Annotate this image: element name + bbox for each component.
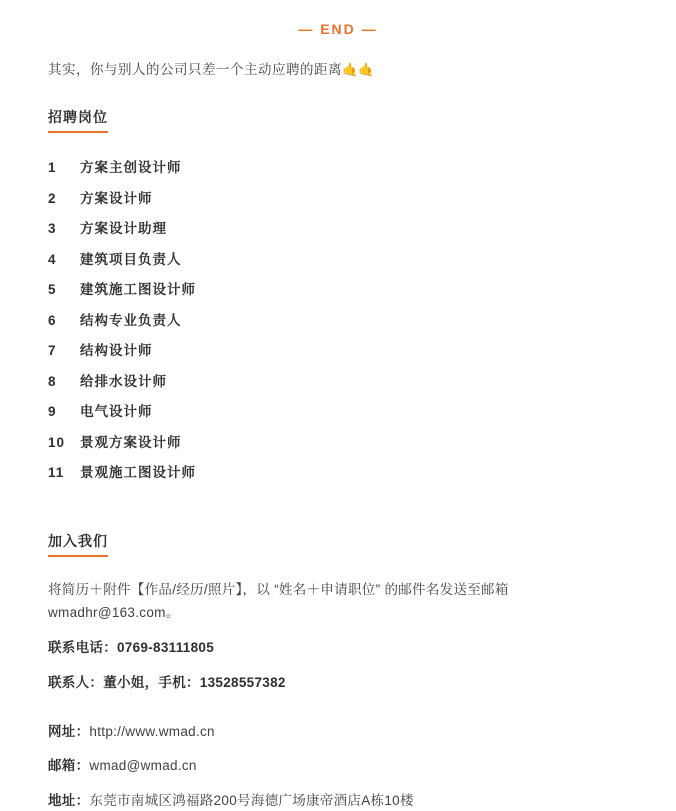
join-heading: 加入我们 bbox=[48, 531, 108, 557]
job-title: 结构设计师 bbox=[80, 344, 153, 358]
jobs-heading-wrap bbox=[48, 82, 628, 133]
apply-block bbox=[48, 579, 628, 694]
list-item bbox=[48, 183, 628, 214]
job-number: 3 bbox=[48, 222, 80, 236]
list-item bbox=[48, 366, 628, 397]
list-item bbox=[48, 153, 628, 184]
job-title: 给排水设计师 bbox=[80, 375, 167, 389]
job-title: 建筑项目负责人 bbox=[80, 253, 182, 267]
job-number: 5 bbox=[48, 283, 80, 297]
list-item bbox=[48, 214, 628, 245]
job-number: 10 bbox=[48, 436, 80, 450]
job-title: 方案主创设计师 bbox=[80, 161, 182, 175]
job-title: 建筑施工图设计师 bbox=[80, 283, 196, 297]
email-value[interactable]: wmad@wmad.cn bbox=[89, 758, 196, 773]
email-line bbox=[48, 755, 628, 777]
job-number: 1 bbox=[48, 161, 80, 175]
hand-emoji: 🤙🤙 bbox=[342, 62, 374, 77]
list-item bbox=[48, 397, 628, 428]
address-value: 东莞市南城区鸿福路200号海德广场康帝酒店A栋10楼 bbox=[89, 793, 413, 808]
email-label: 邮箱： bbox=[48, 758, 89, 773]
job-title: 方案设计助理 bbox=[80, 222, 167, 236]
job-number: 8 bbox=[48, 375, 80, 389]
job-number: 6 bbox=[48, 314, 80, 328]
list-item bbox=[48, 336, 628, 367]
job-number: 4 bbox=[48, 253, 80, 267]
job-title: 电气设计师 bbox=[80, 405, 153, 419]
list-item bbox=[48, 244, 628, 275]
join-heading-wrap bbox=[48, 506, 628, 557]
job-title: 景观施工图设计师 bbox=[80, 466, 196, 480]
end-marker: — END — bbox=[48, 0, 628, 37]
address-line bbox=[48, 790, 628, 811]
job-title: 结构专业负责人 bbox=[80, 314, 182, 328]
job-number: 11 bbox=[48, 466, 80, 480]
website-line bbox=[48, 721, 628, 743]
job-title: 方案设计师 bbox=[80, 192, 153, 206]
footer-block bbox=[48, 721, 628, 811]
intro-paragraph bbox=[48, 59, 628, 82]
job-number: 9 bbox=[48, 405, 80, 419]
website-value[interactable]: http://www.wmad.cn bbox=[89, 724, 214, 739]
job-number: 7 bbox=[48, 344, 80, 358]
apply-instruction: 将简历＋附件【作品/经历/照片】，以 “姓名＋申请职位” 的邮件名发送至邮箱wmadhr@163.com。 bbox=[48, 579, 628, 624]
website-label: 网址： bbox=[48, 724, 89, 739]
list-item bbox=[48, 458, 628, 489]
jobs-list bbox=[48, 153, 628, 489]
contact-phone: 联系电话：0769-83111805 bbox=[48, 637, 628, 659]
list-item bbox=[48, 305, 628, 336]
list-item bbox=[48, 275, 628, 306]
intro-text: 其实，你与别人的公司只差一个主动应聘的距离 bbox=[48, 62, 342, 77]
list-item bbox=[48, 427, 628, 458]
job-number: 2 bbox=[48, 192, 80, 206]
contact-person: 联系人：董小姐，手机：13528557382 bbox=[48, 672, 628, 694]
address-label: 地址： bbox=[48, 793, 89, 808]
job-title: 景观方案设计师 bbox=[80, 436, 182, 450]
jobs-heading: 招聘岗位 bbox=[48, 107, 108, 133]
